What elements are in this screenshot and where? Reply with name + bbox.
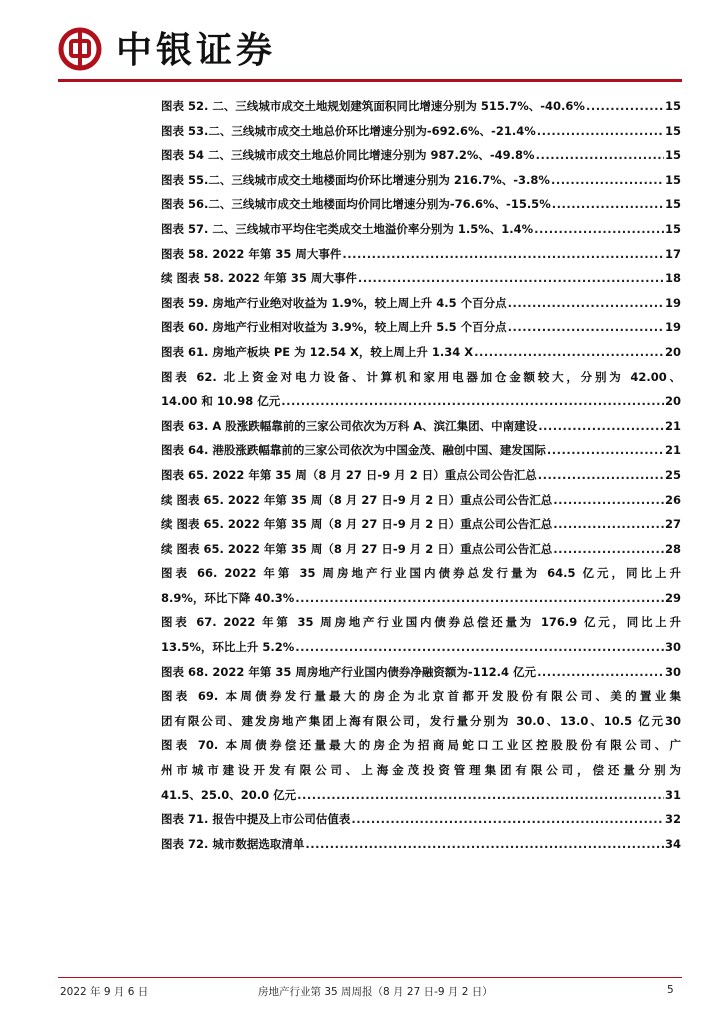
toc-entry-page: 28 [664, 541, 681, 556]
toc-entry-line: 团有限公司、建发房地产集团上海有限公司，发行量分别为 30.0、13.0、10.5 亿元30 [161, 713, 681, 728]
toc-entry[interactable] [161, 733, 681, 807]
toc-entry-page: 15 [664, 221, 681, 236]
toc-entry-page: 20 [664, 344, 681, 359]
toc-entry[interactable] [161, 807, 681, 832]
toc-entry-page: 15 [664, 148, 681, 163]
toc-entry[interactable] [161, 512, 681, 537]
toc-entry-line: 14.00 和 10.98 亿元 [161, 394, 281, 409]
toc-entry[interactable] [161, 488, 681, 513]
dot-leader [536, 143, 664, 168]
toc-entry-title: 图表 53.二、三线城市成交土地总价环比增速分别为-692.6%、-21.4% [161, 123, 536, 138]
toc-entry-page: 15 [664, 197, 681, 212]
toc-entry-title: 图表 71. 报告中提及上市公司估值表 [161, 812, 351, 827]
toc-entry[interactable] [161, 315, 681, 340]
dot-leader [553, 512, 664, 537]
toc-entry-line: 图表 62. 北上资金对电力设备、计算机和家用电器加仓金额较大，分别为 42.00、 [161, 369, 681, 384]
toc-entry[interactable] [161, 610, 681, 659]
dot-leader [547, 438, 664, 463]
dot-leader [534, 217, 664, 242]
dot-leader [552, 192, 664, 217]
toc-entry-page: 17 [664, 246, 681, 261]
toc-entry-line: 州市城市建设开发有限公司、上海金茂投资管理集团有限公司，偿还量分别为 [161, 763, 681, 778]
toc-entry-page: 19 [664, 320, 681, 335]
dot-leader [295, 635, 664, 660]
dot-leader [342, 242, 664, 267]
toc-entry-page: 15 [664, 123, 681, 138]
toc-entry-title: 续 图表 65. 2022 年第 35 周（8 月 27 日-9 月 2 日）重点公司公告汇总 [161, 492, 553, 507]
dot-leader [586, 94, 664, 119]
toc-entry-line: 图表 69. 本周债券发行量最大的房企为北京首都开发股份有限公司、美的置业集 [161, 689, 681, 704]
toc-entry[interactable] [161, 438, 681, 463]
toc-entry-page: 21 [664, 418, 681, 433]
toc-entry-page: 19 [664, 295, 681, 310]
toc-entry[interactable] [161, 365, 681, 414]
toc-entry-last-line [161, 586, 681, 611]
toc-entry-title: 图表 52. 二、三线城市成交土地规划建筑面积同比增速分别为 515.7%、-40.6% [161, 99, 585, 113]
toc-entry-page: 20 [664, 394, 681, 409]
dot-leader [537, 660, 664, 685]
toc-entry-title: 图表 64. 港股涨跌幅靠前的三家公司依次为中国金茂、融创中国、建发国际 [161, 443, 546, 458]
footer-divider [58, 977, 682, 978]
toc-entry-page: 31 [664, 787, 681, 802]
toc-entry-title: 图表 54 二、三线城市成交土地总价同比增速分别为 987.2%、-49.8% [161, 148, 535, 163]
toc-entry-title: 续 图表 65. 2022 年第 35 周（8 月 27 日-9 月 2 日）重点公司公告汇总 [161, 517, 553, 532]
toc-entry-page: 21 [664, 443, 681, 458]
toc-entry[interactable] [161, 143, 681, 168]
dot-leader [295, 586, 664, 611]
toc-entry-line: 8.9%，环比下降 40.3% [161, 590, 295, 605]
dot-leader [551, 168, 664, 193]
toc-entry-line: 图表 66. 2022 年第 35 周房地产行业国内债券总发行量为 64.5 亿元，同比上升 [161, 566, 681, 581]
toc-entry-title: 图表 55.二、三线城市成交土地楼面均价环比增速分别为 216.7%、-3.8% [161, 172, 550, 187]
toc-entry-page: 15 [664, 99, 681, 113]
toc-entry-last-line [161, 783, 681, 808]
toc-entry[interactable] [161, 561, 681, 610]
toc-entry-title: 图表 58. 2022 年第 35 周大事件 [161, 246, 342, 261]
table-of-figures [161, 94, 681, 856]
toc-entry-title: 图表 61. 房地产板块 PE 为 12.54 X，较上周上升 1.34 X [161, 344, 474, 359]
toc-entry[interactable] [161, 94, 681, 119]
toc-entry[interactable] [161, 119, 681, 144]
toc-entry[interactable] [161, 832, 681, 857]
toc-entry-page: 34 [664, 836, 681, 851]
toc-entry-last-line [161, 635, 681, 660]
toc-entry-title: 图表 72. 城市数据选取清单 [161, 836, 305, 851]
dot-leader [508, 291, 664, 316]
toc-entry-page: 27 [664, 517, 681, 532]
dot-leader [351, 807, 664, 832]
footer-page-number: 5 [667, 984, 674, 996]
toc-entry[interactable] [161, 463, 681, 488]
toc-entry-page: 26 [664, 492, 681, 507]
toc-entry-title: 图表 59. 房地产行业绝对收益为 1.9%，较上周上升 4.5 个百分点 [161, 295, 507, 310]
dot-leader [297, 783, 664, 808]
toc-entry[interactable] [161, 414, 681, 439]
toc-entry-title: 图表 57. 二、三线城市平均住宅类成交土地溢价率分别为 1.5%、1.4% [161, 221, 534, 236]
dot-leader [281, 389, 664, 414]
dot-leader [474, 340, 664, 365]
dot-leader [358, 266, 664, 291]
toc-entry[interactable] [161, 340, 681, 365]
toc-entry-last-line [161, 389, 681, 414]
toc-entry[interactable] [161, 537, 681, 562]
toc-entry[interactable] [161, 684, 681, 733]
toc-entry-title: 图表 68. 2022 年第 35 周房地产行业国内债券净融资额为-112.4 亿元 [161, 664, 537, 679]
dot-leader [537, 119, 664, 144]
footer-report-title: 房地产行业第 35 周周报（8 月 27 日-9 月 2 日） [258, 986, 493, 998]
toc-entry-page: 30 [664, 664, 681, 679]
toc-entry-page: 29 [664, 590, 681, 605]
toc-entry-line: 图表 67. 2022 年第 35 周房地产行业国内债券总偿还量为 176.9 亿元，同比上升 [161, 615, 681, 630]
dot-leader [538, 414, 664, 439]
dot-leader [553, 537, 664, 562]
dot-leader [508, 315, 664, 340]
toc-entry-title: 图表 60. 房地产行业相对收益为 3.9%，较上周上升 5.5 个百分点 [161, 320, 507, 335]
header-divider [58, 79, 682, 82]
toc-entry[interactable] [161, 266, 681, 291]
toc-entry[interactable] [161, 217, 681, 242]
toc-entry-page: 30 [664, 640, 681, 655]
toc-entry[interactable] [161, 291, 681, 316]
dot-leader [538, 463, 664, 488]
toc-entry-line: 41.5、25.0、20.0 亿元 [161, 787, 297, 802]
toc-entry-page: 25 [664, 467, 681, 482]
footer-date: 2022 年 9 月 6 日 [60, 986, 149, 998]
toc-entry-line: 图表 70. 本周债券偿还量最大的房企为招商局蛇口工业区控股股份有限公司、广 [161, 738, 681, 753]
dot-leader [305, 832, 664, 857]
dot-leader [553, 488, 664, 513]
toc-entry[interactable] [161, 242, 681, 267]
toc-entry-title: 图表 65. 2022 年第 35 周（8 月 27 日-9 月 2 日）重点公司公告汇总 [161, 467, 537, 482]
toc-entry-title: 图表 56.二、三线城市成交土地楼面均价同比增速分别为-76.6%、-15.5% [161, 197, 551, 212]
toc-entry[interactable] [161, 660, 681, 685]
toc-entry-page: 32 [664, 812, 681, 827]
toc-entry[interactable] [161, 192, 681, 217]
toc-entry-title: 续 图表 58. 2022 年第 35 周大事件 [161, 271, 357, 286]
toc-entry-title: 图表 63. A 股涨跌幅靠前的三家公司依次为万科 A、滨江集团、中南建设 [161, 418, 538, 433]
toc-entry-page: 18 [664, 271, 681, 286]
toc-entry-page: 15 [664, 172, 681, 187]
toc-entry-line: 13.5%，环比上升 5.2% [161, 640, 295, 655]
toc-entry-title: 续 图表 65. 2022 年第 35 周（8 月 27 日-9 月 2 日）重点公司公告汇总 [161, 541, 553, 556]
toc-entry[interactable] [161, 168, 681, 193]
brand-name: 中银证券 [116, 29, 277, 71]
page-header [0, 0, 724, 86]
bank-of-china-logo-icon [58, 27, 102, 71]
